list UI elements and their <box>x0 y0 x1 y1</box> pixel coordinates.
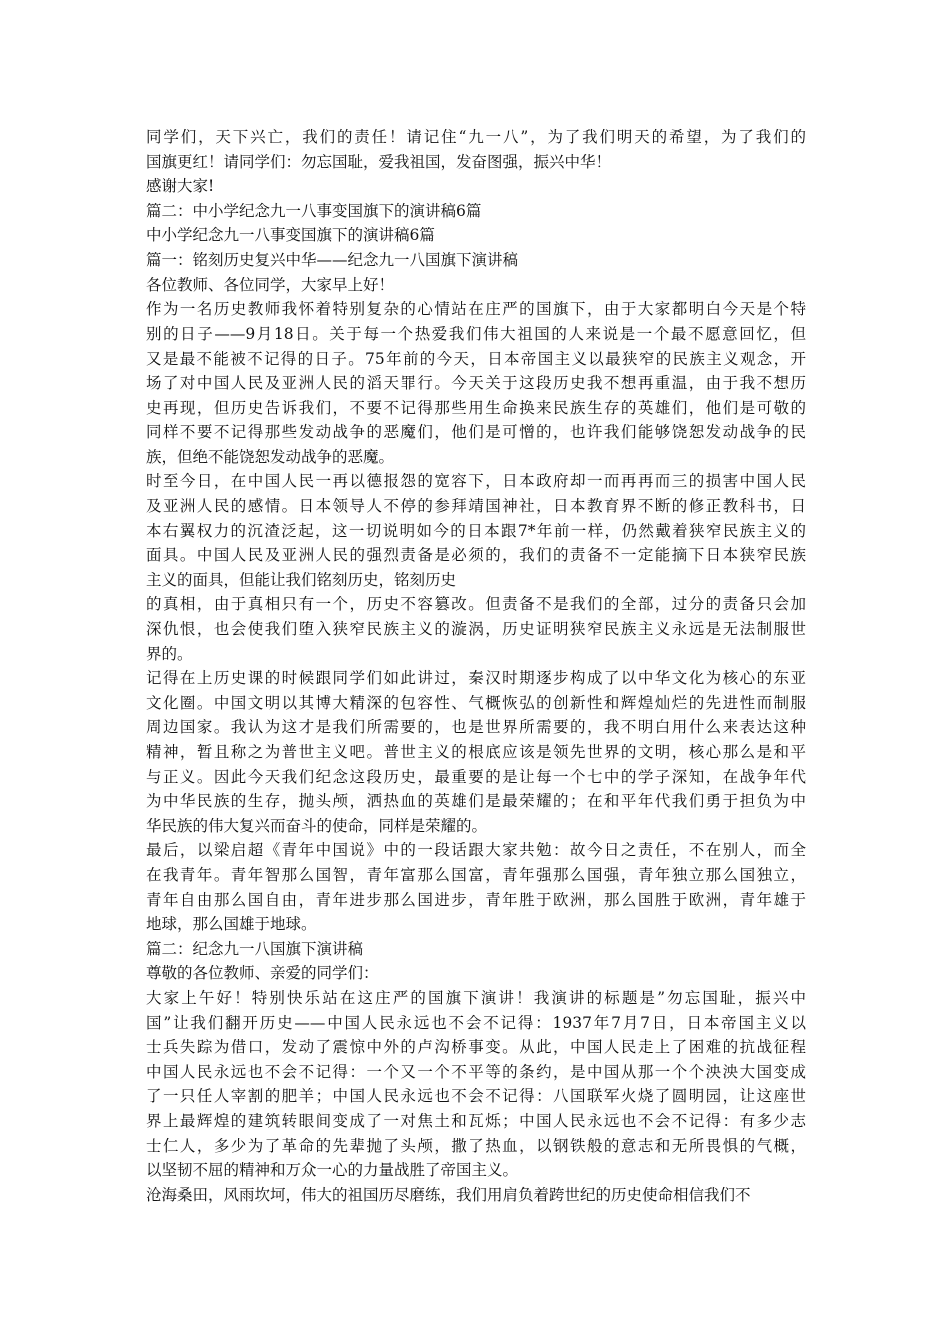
text-line: 以坚韧不屈的精神和万众一心的力量战胜了帝国主义。 <box>146 1161 519 1179</box>
text-line: 本右翼权力的沉渣泛起，这一切说明如今的日本跟7*年前一样，仍然戴着狭窄民族主义的 <box>146 522 806 540</box>
text-line: 与正义。因此今天我们纪念这段历史，最重要的是让每一个七中的学子深知，在战争年代 <box>146 768 806 786</box>
text-line: 了一只任人宰割的肥羊；中国人民永远也不会不记得：八国联军火烧了圆明园，让这座世 <box>146 1087 806 1105</box>
text-line: 场了对中国人民及亚洲人民的滔天罪行。今天关于这段历史我不想再重温，由于我不想历 <box>146 374 806 392</box>
text-line: 面具。中国人民及亚洲人民的强烈责备是必须的，我们的责备不一定能摘下日本狭窄民族 <box>146 546 806 564</box>
text-line: 青年自由那么国自由，青年进步那么国进步，青年胜于欧洲，那么国胜于欧洲，青年雄于 <box>146 891 806 909</box>
text-line: 中国人民永远也不会不记得：一个又一个不平等的条约，是中国从那一个个泱泱大国变成 <box>146 1063 806 1081</box>
text-line: 同样不要不记得那些发动战争的恶魔们，他们是可憎的，也许我们能够饶恕发动战争的民 <box>146 423 806 441</box>
text-line: 篇二：纪念九一八国旗下演讲稿 <box>146 940 364 958</box>
text-line: 界的。 <box>146 645 193 663</box>
text-line: 各位教师、各位同学，大家早上好！ <box>146 276 395 294</box>
text-line: 篇二：中小学纪念九一八事变国旗下的演讲稿6篇 <box>146 202 482 220</box>
text-line: 文化圈。中国文明以其博大精深的包容性、气概恢弘的创新性和辉煌灿烂的先进性而制服 <box>146 694 806 712</box>
text-line: 篇一：铭刻历史复兴中华——纪念九一八国旗下演讲稿 <box>146 251 519 269</box>
text-line: 史再现，但历史告诉我们，不要不记得那些用生命换来民族生存的英雄们，他们是可敬的 <box>146 399 806 417</box>
text-line: 作为一名历史教师我怀着特别复杂的心情站在庄严的国旗下，由于大家都明白今天是个特 <box>146 300 806 318</box>
text-line: 深仇恨，也会使我们堕入狭窄民族主义的漩涡，历史证明狭窄民族主义永远是无法制服世 <box>146 620 806 638</box>
text-line: 为中华民族的生存，抛头颅，洒热血的英雄们是最荣耀的；在和平年代我们勇于担负为中 <box>146 792 806 810</box>
text-line: 时至今日，在中国人民一再以德报怨的宽容下，日本政府却一而再再而三的损害中国人民 <box>146 472 806 490</box>
text-line: 又是最不能被不记得的日子。75年前的今天，日本帝国主义以最狭窄的民族主义观念，开 <box>146 350 806 368</box>
text-line: 周边国家。我认为这才是我们所需要的，也是世界所需要的，我不明白用什么来表达这种 <box>146 718 806 736</box>
text-line: 别的日子——9月18日。关于每一个热爱我们伟大祖国的人来说是一个最不愿意回忆，但 <box>146 325 806 343</box>
text-line: 国”让我们翻开历史——中国人民永远也不会不记得：1937年7月7日，日本帝国主义以 <box>146 1014 806 1032</box>
text-line: 尊敬的各位教师、亲爱的同学们： <box>146 964 379 982</box>
text-line: 在我青年。青年智那么国智，青年富那么国富，青年强那么国强，青年独立那么国独立， <box>146 866 806 884</box>
text-line: 沧海桑田，风雨坎坷，伟大的祖国历尽磨练，我们用肩负着跨世纪的历史使命相信我们不 <box>146 1186 751 1204</box>
text-line: 主义的面具，但能让我们铭刻历史，铭刻历史 <box>146 571 457 589</box>
text-line: 感谢大家! <box>146 177 215 195</box>
text-line: 同学们，天下兴亡，我们的责任！请记住“九一八”，为了我们明天的希望，为了我们的 <box>146 128 806 146</box>
text-line: 族，但绝不能饶恕发动战争的恶魔。 <box>146 448 395 466</box>
text-line: 中小学纪念九一八事变国旗下的演讲稿6篇 <box>146 226 435 244</box>
text-line: 士兵失踪为借口，发动了震惊中外的卢沟桥事变。从此，中国人民走上了困难的抗战征程 <box>146 1038 806 1056</box>
text-line: 地球，那么国雄于地球。 <box>146 915 317 933</box>
text-line: 大家上午好！特别快乐站在这庄严的国旗下演讲！我演讲的标题是”勿忘国耻，振兴中 <box>146 989 806 1007</box>
text-line: 士仁人，多少为了革命的先辈抛了头颅，撒了热血，以钢铁般的意志和无所畏惧的气概， <box>146 1137 806 1155</box>
text-line: 国旗更红！请同学们：勿忘国耻，爱我祖国，发奋图强，振兴中华！ <box>146 153 612 171</box>
text-line: 记得在上历史课的时候跟同学们如此讲过，秦汉时期逐步构成了以中华文化为核心的东亚 <box>146 669 806 687</box>
text-line: 华民族的伟大复兴而奋斗的使命，同样是荣耀的。 <box>146 817 488 835</box>
text-line: 的真相，由于真相只有一个，历史不容篡改。但责备不是我们的全部，过分的责备只会加 <box>146 595 806 613</box>
text-line: 最后，以梁启超《青年中国说》中的一段话跟大家共勉：故今日之责任，不在别人，而全 <box>146 841 806 859</box>
text-line: 及亚洲人民的感情。日本领导人不停的参拜靖国神社，日本教育界不断的修正教科书，日 <box>146 497 806 515</box>
text-line: 界上最辉煌的建筑转眼间变成了一对焦土和瓦烁；中国人民永远也不会不记得：有多少志 <box>146 1112 806 1130</box>
text-line: 精神，暂且称之为普世主义吧。普世主义的根底应该是领先世界的文明，核心那么是和平 <box>146 743 806 761</box>
